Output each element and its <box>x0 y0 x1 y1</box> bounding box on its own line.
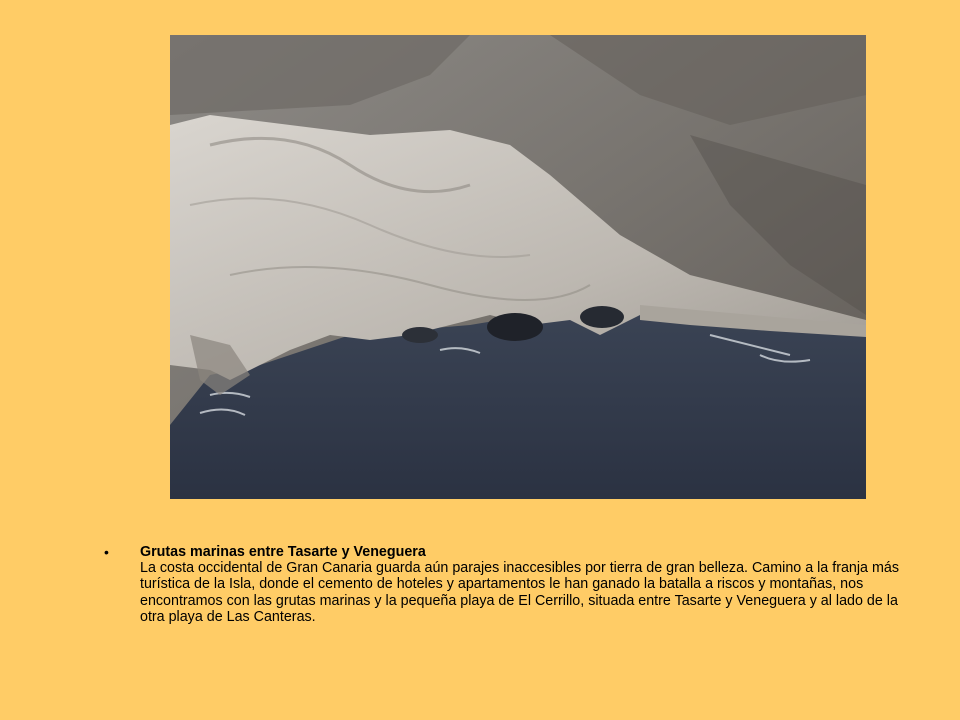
caption-title: Grutas marinas entre Tasarte y Veneguera <box>140 544 426 560</box>
caption-item <box>104 544 904 625</box>
caption-list <box>104 544 904 625</box>
bullet-dot: • <box>104 544 109 560</box>
caption-body: La costa occidental de Gran Canaria guarda aún parajes inaccesibles por tierra de gran belleza. Camino a la franja más turística de la Isla, donde el cemento de hoteles y apartamentos le han ganado la batalla a riscos y montañas, nos encontramos con las grutas marinas y la pequeña playa de El Cerrillo, situada entre Tasarte y Veneguera y al lado de la otra playa de Las Canteras. <box>140 560 899 625</box>
coastline-photo <box>170 35 866 499</box>
